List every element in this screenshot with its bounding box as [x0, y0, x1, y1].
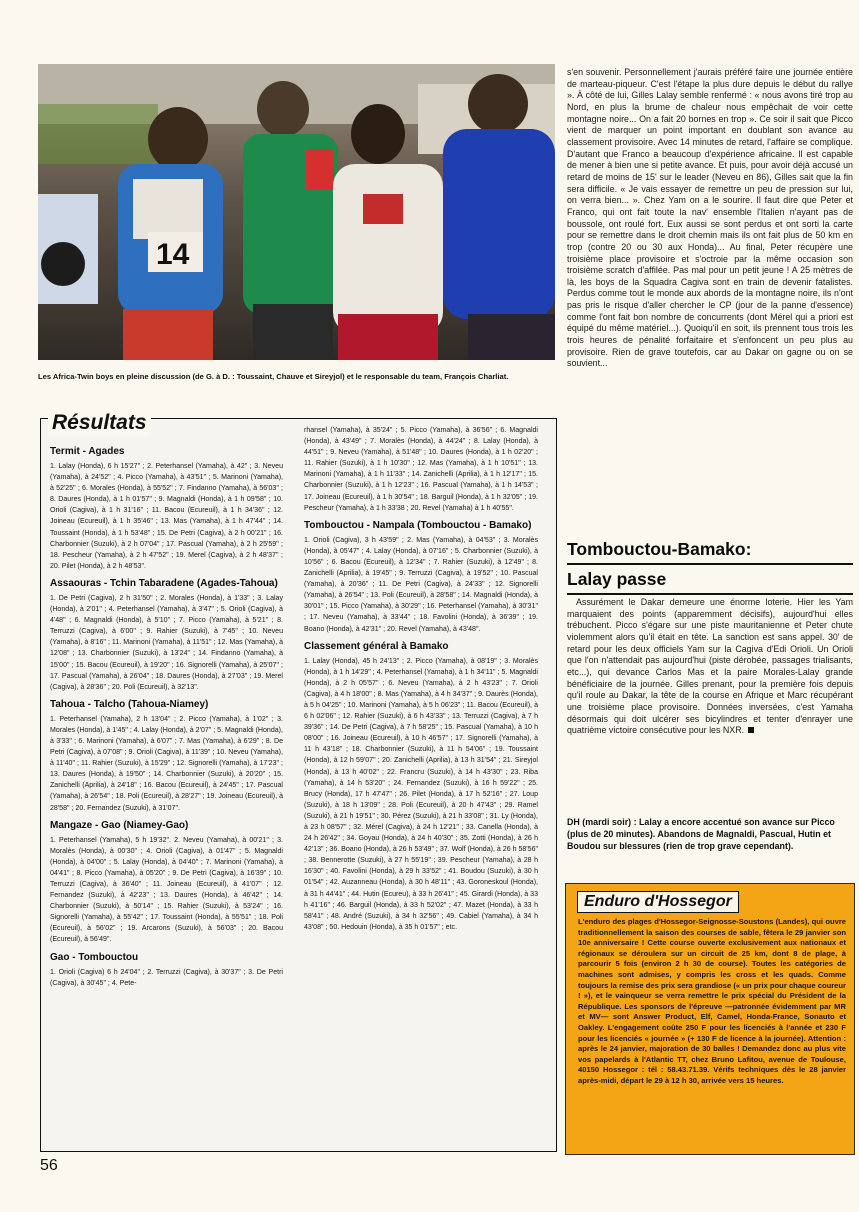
results-section-heading: Tahoua - Talcho (Tahoua-Niamey) — [50, 698, 209, 710]
results-title: Résultats — [48, 410, 151, 436]
results-section-text: 1. Lalay (Honda), 6 h 15'27" ; 2. Peterhansel (Yamaha), à 42" ; 3. Neveu (Yamaha), à 24'52" ; 4. Picco (Yamaha), à 43'51" ; 5. Marinoni (Yamaha), à 52'25" ; 6. Morales (Honda), à 55'52" ; 7. Findanno (Yamaha), à 56'03" ; 8. Daures (Honda), à 1 h 01'57" ; 9. Magnaldi (Honda), à 1 h 09'58" ; 10. Orioli (Cagiva), à 1 h 31'16" ; 11. Bacou (Ecureuil), à 1 h 34'36" ; 12. Joineau (Ecureuil), à 1 h 35'46" ; 13. Mas (Yamaha), à 1 h 47'44" ; 14. Toussaint (Honda), à 1 h 53'48" ; 15. De Petri (Cagiva), à 2 h 00'21" ; 16. Charbonnier (Suzuki), à 2 h 07'04" ; 17. Pascual (Yamaha), à 2 h 25'59" ; 18. Pescheur (Yamaha), à 2 h 47'52" ; 19. Merel (Cagiva), à 2 h 48'37" ; 20. Pilet (Honda), à 2 h 48'53". — [50, 463, 283, 570]
stage-article-text: Assurément le Dakar demeure une énorme loterie. Hier les Yam marquaient des points (apparemment décisifs), aujourd'hui elles trébuchent. Picco s'égare sur une piste mauritanienne et Peter chute violemment alors qu'il était en tête. La sanction est sans appel. 30' de retard pour les deux officiels Yam sur la Cagiva d'Edi Orioli. Un Orioli que l'on n'attendait pas aujourd'hui (piste dérobée, passages trialisants, etc...), qui devance Carlos Mas et la paire Morales-Lalay grande bénéficiaire de la journée. Gilles prenant, pour la première fois depuis qu'il roule au Dakar, la tête de la course en Afrique et Marc récupérant une troisième place provisoire. Données inversées, c'est Yamaha désormais qui doit ulcérer ses bicylindres et tenter d'enrayer une quatrième victoire consécutive pour les NXR. — [567, 597, 853, 736]
article-continuation: s'en souvenir. Personnellement j'aurais préféré faire une journée entière de marteau-piqueur. C'est l'étape la plus dure depuis le début du rallye ». À côté de lui, Gilles Lalay semble renfermé : « nous avons tiré trop au Nord, en plus la brume de chaleur nous empêchait de voir cette montagne noire... On a fait 20 bornes en trop ». Ce soir il sait que Picco vient de marquer un point important en doublant son avance au classement provisoire. Avec 14 minutes de retard, l'affaire se complique. D'autant que Franco a beaucoup d'expérience africaine. Il est capable de mener à bien une si petite avance. Et puis, pour avoir déjà accusé un retard de moins de 15' sur le leader (Neveu en 86), Gilles sait que la fin sera difficile. « Je vais essayer de remettre un peu de pression sur lui, on verra bien... ». Chez Yam on a le sourire. Il faut dire que Peter et Franco, qui ont fait toute la nav' ensemble l'Italien n'ayant pas de boussole, ont roulé fort. Eux aussi se sont perdus et ont sorti la carte pour se remettre dans le droit chemin mais ils ont fait plus de 50 km en trop (contre 20 ou 30 aux Honda)... Au final, Peter récupère une troisième place provisoire et s'octroie par la même occasion son troisième scratch d'affilée. Pas mal pour un petit jeune ! A 25 mètres de là, les boys de la Squadra Cagiva sont en train de devenir fatalistes. Perdus comme tout le monde aux abords de la montagne noire, ils n'ont pas pris le risque d'aller chercher le CP (jour de la panne d'essence) comme l'ont fait bon nombre de concurrents (dont Mérel qui a priori est équipé du même matériel...). Quoiqu'il en soit, ils prennent tous trois les trois heures de pénalité forfaitaire et s'enfoncent un peu plus au provisoire. Rien de grave toutefois, car au Dakar on gagne ou on se souvient... — [567, 67, 853, 369]
results-section-text: rhansel (Yamaha), à 35'24" ; 5. Picco (Yamaha), à 36'56" ; 6. Magnaldi (Honda), à 43'49" ; 7. Moralès (Honda), à 44'24" ; 8. Lalay (Honda), à 44'51" ; 9. Neveu (Yamaha), à 51'48" ; 10. Daures (Honda), à 1 h 02'20" ; 11. Rahier (Suzuki), à 1 h 10'30" ; 12. Mas (Yamaha), à 1 h 10'51" ; 13. Marinoni (Yamaha), à 1 h 11'33" ; 14. Zanichelli (Aprilia), à 1 h 12'17" ; 15. Charbonnier (Suzuki), à 1 h 12'23" ; 16. Pascual (Yamaha), à 1 h 14'53" ; 17. Joineau (Ecureuil), à 1 h 30'54" ; 18. Barguil (Honda), à 1 h 32'05" ; 19. Pescheur (Yamaha), à 1 h 33'38 ; 20. Revel (Yamaha) à 1 h 40'55". — [304, 427, 538, 512]
stage-headline — [567, 535, 853, 595]
enduro-text: L'enduro des plages d'Hossegor-Seignosse-Soustons (Landes), qui ouvre traditionnellement la saison des courses de sable, fêtera le 29 janvier son 10e anniversaire ! Cette course ouverte exclusivement aux nationaux et régionaux se déroulera sur un circuit de 25 km, dont 8 de plage, à parcourir 5 fois (environ 2 h 30 de course). Toutes les catégories de machines sont admises, y compris les cross et les quads. Comme toujours la remise des prix sera grandiose (« un prix pour chaque coureur ! »), et le vainqueur se verra remettre le prix spécial du Président de la République. Les sponsors de l'épreuve —patronnée évidemment par MR et MV— sont Answer Product, Elf, Camel, Honda-France, Sonauto et Oakley. L'engagement coûte 250 F pour les licenciés à l'année et 230 F pour les licenciés « journée » (+ 130 F de licence à la journée). Attention : après le 24 janvier, majoration de 30 balles ! Demandez donc au plus vite vos papelards à l'Atlantic TT, chez Bruno Lafitou, avenue de Toulouse, 40150 Hossegor : tél : 58.43.71.39. Vérifs techniques dès le 28 janvier après-midi, départ le 29 à 12 h 30, arrivée vers 15 heures. — [578, 917, 846, 1085]
results-section-text: 1. Orioli (Cagiva), 3 h 43'59" ; 2. Mas (Yamaha), à 04'53" ; 3. Moralès (Honda), à 05'47" ; 4. Lalay (Honda), à 07'16" ; 5. Charbonnier (Suzuki), à 10'56" ; 6. Bacou (Ecureuil), à 12'34" ; 7. Rahier (Suzuki), à 12'49" ; 8. Zanichelli (Aprilia), à 19'45" ; 9. Terruzzi (Cagiva), à 19'52" ; 10. Pascual (Yamaha), à 20'36" ; 11. De Petri (Cagiva), à 24'33" ; 12. Signorelli (Yamaha), à 26'54" ; 13. Poli (Ecureuil), à 28'58" ; 14. Magnaldi (Honda), à 30'01" ; 15. Picco (Yamaha), à 30'29" ; 16. Peterhansel (Yamaha), à 30'31" ; 17. Neveu (Yamaha), à 33'44" ; 18. Favolini (Honda), à 36'39" ; 19. Boano (Honda), à 42'31" ; 20. Revel (Yamaha), à 43'48". — [304, 536, 538, 633]
headline-line-2: Lalay passe — [567, 565, 853, 595]
stage-article — [567, 597, 853, 737]
end-of-article-square — [748, 727, 754, 733]
headline-line-1: Tombouctou-Bamako: — [567, 535, 853, 565]
photo-illustration — [38, 64, 555, 360]
team-photo — [38, 64, 555, 360]
results-section-text: 1. Peterhansel (Yamaha), 5 h 19'32". 2. Neveu (Yamaha), à 00'21" ; 3. Moralès (Honda), à 00'30" ; 4. Orioli (Cagiva), à 01'47" ; 5. Magnaldi (Honda), à 04'00" ; 5. Lalay (Honda), à 04'40" ; 7. Marinoni (Yamaha), à 04'41" ; 8. Picco (Yamaha), à 05'20" ; 9. De Petri (Cagiva), à 16'39" ; 10. Terruzzi (Cagiva), à 36'40" ; 11. Joineau (Ecureuil), à 41'07" ; 12. Fernandez (Suzuki), à 42'23" ; 13. Daures (Honda), à 46'42" ; 14. Charbonnier (Suzuki), à 50'14" ; 15. Rahier (Suzuki), à 53'24" ; 16. Signorelli (Yamaha), à 55'42" ; 17. Toussaint (Honda), à 55'51" ; 18. Poli (Ecureuil), à 56'02" ; 19. Arcarons (Suzuki), à 56'03" ; 20. Bacou (Ecureuil), à 56'49". — [50, 836, 283, 944]
results-section-text: 1. Orioli (Cagiva) 6 h 24'04" ; 2. Terruzzi (Cagiva), à 30'37" ; 3. De Petri (Cagiva), à 30'45" ; 4. Pete- — [50, 968, 283, 987]
results-section-text: 1. Peterhansel (Yamaha), 2 h 13'04" ; 2. Picco (Yamaha), à 1'02" ; 3. Morales (Honda), à 1'45" ; 4. Lalay (Honda), à 2'07" ; 5. Magnaldi (Honda), à 3'33" ; 6. Marinoni (Yamaha), à 6'07" ; 7. Mas (Yamaha), à 6'29" ; 8. De Petri (Cagiva), à 07'08" ; 9. Orioli (Cagiva), à 11'39" ; 10. Neveu (Yamaha), à 11'40" ; 11. Rahier (Suzuki), à 15'29" ; 12. Signorelli (Yamaha), à 17'23" ; 13. Daures (Honda), à 19'50" ; 14. Charbonnier (Suzuki), à 20'20" ; 15. Zanichelli (Aprilia), à 24'18" ; 16. Bacou (Ecureuil), à 24'45" ; 17. Pascual (Yamaha), à 26'54" ; 18. Poli (Ecureuil), à 28'27" ; 19. Joineau (Ecureuil), à 28'58" ; 20. Fernandez (Suzuki), à 31'07". — [50, 715, 283, 812]
results-section-heading: Mangaze - Gao (Niamey-Gao) — [50, 819, 189, 831]
photo-caption: Les Africa-Twin boys en pleine discussion (de G. à D. : Toussaint, Chauve et Sireyjol) et le responsable du team, François Charliat. — [38, 372, 509, 381]
photo-bib-number: 14 — [156, 238, 190, 271]
results-column-right — [304, 425, 538, 933]
page-number: 56 — [40, 1157, 58, 1174]
results-section-heading: Tombouctou - Nampala (Tombouctou - Bamako) — [304, 519, 532, 531]
results-section-heading: Classement général à Bamako — [304, 640, 449, 652]
results-column-left — [50, 440, 283, 989]
results-section-heading: Gao - Tombouctou — [50, 951, 139, 963]
dh-note: DH (mardi soir) : Lalay a encore accentué son avance sur Picco (plus de 20 minutes). Abandons de Magnaldi, Pascual, Hutin et Boudou sur blessures (rien de trop grave cependant). — [567, 817, 835, 851]
results-section-text: 1. Lalay (Honda), 45 h 24'13" ; 2. Picco (Yamaha), à 08'19" ; 3. Moralès (Honda), à 1 h 14'29" ; 4. Peterhansel (Yamaha), à 1 h 34'11" ; 5. Magnaldi (Honda), à 2 h 05'57" ; 6. Neveu (Yamaha), à 2 h 43'23" ; 7. Orioli (Cagiva), à 4 h 18'00" ; 8. Mas (Yamaha), à 4 h 34'37" ; 9. Daurès (Honda), à 5 h 04'25" ; 10. Marinoni (Yamaha), à 5 h 06'23" ; 11. Bacou (Ecureuil), à 6 h 02'06" ; 12. Rahier (Suzuki), à 6 h 43'33" ; 13. Terruzzi (Cagiva), à 7 h 39'36" ; 14. De Petri (Cagiva), à 7 h 58'25" ; 15. Pascual (Yamaha), à 10 h 08'00" ; 16. Joineau (Ecureuil), à 10 h 46'57" ; 17. Signorelli (Yamaha), à 11 h 43'18" ; 18. Charbonnier (Suzuki), à 11 h 54'06" ; 19. Toussaint (Honda), à 12 h 59'07" ; 20. Zanichelli (Aprilia), à 13 h 31'54" ; 21. Sireyjol (Honda), à 13 h 40'02" ; 22. Francru (Suzuki), à 14 h 43'30" ; 23. Riba (Yamaha), à 14 h 53'20" ; 24. Fernandez (Suzuki), à 16 h 59'22" ; 25. Brucy (Honda), 17 h 47'47" ; 26. Pilet (Honda), à 17 h 52'16" ; 27. Loup (Suzuki), à 18 h 13'09" ; 28. Poli (Ecureuil), à 20 h 47'43" ; 29. Ramel (Suzuki), à 21 h 19'51" ; 30. Pérez (Suzuki), à 21 h 33'08" ; 31. Ly (Honda), à 23 h 08'57" ; 32. Mérel (Cagiva), à 24 h 12'21" ; 33. Canella (Honda), à 24 h 26'42" ; 34. Goyau (Honda), à 24 h 40'30" ; 35. Zotti (Honda), à 26 h 42'13" ; 36. Boano (Honda), à 26 h 53'49" ; 37. Wolf (Honda), à 26 h 58'56" ; 38. Bennerotte (Suzuki), à 27 h 55'19" ; 39. Pescheur (Yamaha), à 28 h 16'30" ; 40. Favolini (Honda), à 29 h 33'52" ; 41. Boudou (Suzuki), à 30 h 01'54" ; 42. Auzanneau (Honda), à 30 h 48'11" ; 43. Goroneskoul (Honda), à 31 h 44'41" ; 44. Hutin (Ecureu), à 33 h 26'41" ; 45. Girardi (Honda), à 33 h 41'16" ; 46. Barguil (Honda), à 33 h 52'02" ; 47. Mazet (Honda), à 33 h 58'41" ; 48. André (Suzuki), à 34 h 32'56" ; 49. Cabiel (Yamaha), à 34 h 43'08" ; 50. Hedouin (Honda), à 35 h 01'57" ; etc. — [304, 657, 538, 931]
results-section-heading: Termit - Agades — [50, 446, 125, 457]
results-section-text: 1. De Petri (Cagiva), 2 h 31'50" ; 2. Morales (Honda), à 1'33" ; 3. Lalay (Honda), à 2'01" ; 4. Peterhansel (Yamaha), à 3'47" ; 5. Orioli (Cagiva), à 4'48" ; 6. Magnaldi (Honda), à 5'10" ; 7. Picco (Yamaha), à 5'21" ; 8. Terruzzi (Cagiva), à 6'00" ; 9. Rahier (Suzuki), à 7'45" ; 10. Neveu (Yamaha), à 8'16" ; 11. Marinoni (Yamaha), à 11'51" ; 12. Mas (Yamaha), à 12'08" ; 13. Charbonnier (Suzuki), à 13'24" ; 14. Findanno (Yamaha), à 15'00" ; 15. Bacou (Ecureuil), à 19'20" ; 16. Signorelli (Yamaha), à 25'07" ; 17. Pascual (Yamaha), à 26'04" ; 18. Daures (Honda), à 27'03" ; 19. Merel (Cagiva), à 28'36" ; 20. Poli (Ecureuil), à 32'13". — [50, 594, 283, 691]
enduro-title: Enduro d'Hossegor — [577, 891, 739, 913]
results-section-heading: Assaouras - Tchin Tabaradene (Agades-Tahoua) — [50, 577, 278, 589]
